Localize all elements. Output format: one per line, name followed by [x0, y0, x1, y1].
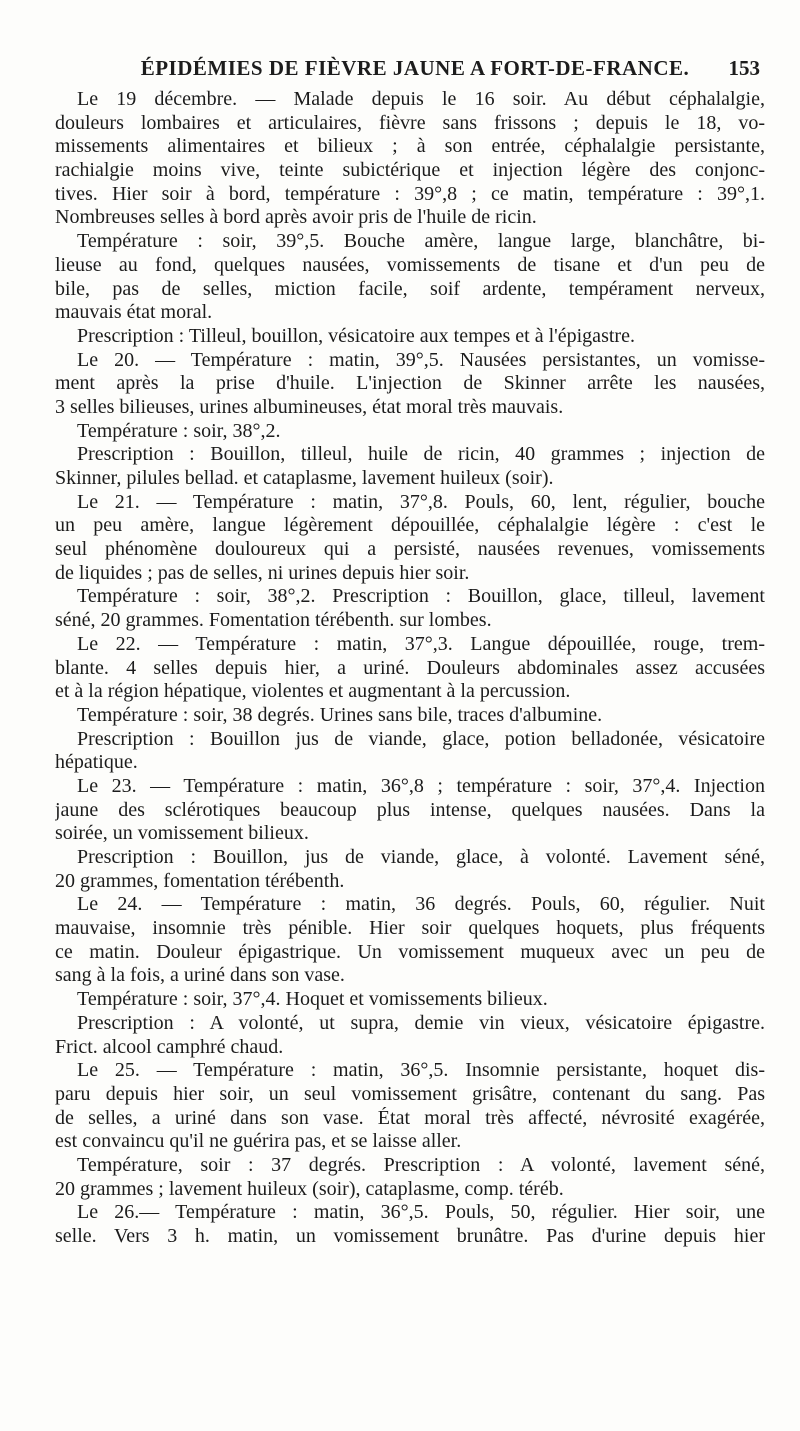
page-number: 153	[728, 56, 760, 80]
text-line: rachialgie moins vive, teinte subictérique et injection légère des conjonc-	[55, 159, 765, 182]
text-line: missements alimentaires et bilieux ; à son entrée, céphalalgie persistante,	[55, 135, 765, 158]
text-line: hépatique.	[55, 751, 138, 774]
text-line: Le 23. — Température : matin, 36°,8 ; température : soir, 37°,4. Injection	[77, 774, 765, 797]
text-line: Nombreuses selles à bord après avoir pris de l'huile de ricin.	[55, 206, 537, 229]
text-line: Skinner, pilules bellad. et cataplasme, lavement huileux (soir).	[55, 467, 554, 489]
text-line: Température : soir, 38°,2.	[77, 419, 281, 442]
text-line: 20 grammes, fomentation térébenth.	[55, 869, 345, 892]
text-line: douleurs lombaires et articulaires, fièvre sans frissons ; depuis le 18, vo-	[55, 111, 765, 134]
text-line: Température : soir, 37°,4. Hoquet et vomissements bilieux.	[77, 988, 548, 1011]
running-head	[60, 56, 770, 88]
text-line: de selles, a uriné dans son vase. État moral très affecté, névrosité exagérée,	[55, 1106, 765, 1129]
text-line: bile, pas de selles, miction facile, soif ardente, tempérament nerveux,	[55, 277, 765, 300]
text-line: Température : soir, 38 degrés. Urines sans bile, traces d'albumine.	[77, 703, 603, 726]
text-line: Prescription : Bouillon, jus de viande, glace, à volonté. Lavement séné,	[77, 846, 765, 868]
text-line: Le 25. — Température : matin, 36°,5. Insomnie persistante, hoquet dis-	[77, 1059, 765, 1082]
text-line: Frict. alcool camphré chaud.	[55, 1035, 284, 1058]
clinical-notes-text	[55, 88, 765, 1249]
text-line: Température : soir, 38°,2. Prescription : Bouillon, glace, tilleul, lavement	[77, 585, 765, 608]
text-line: mauvaise, insomnie très pénible. Hier soir quelques hoquets, plus fréquents	[55, 917, 765, 940]
text-line: Le 22. — Température : matin, 37°,3. Langue dépouillée, rouge, trem-	[77, 632, 765, 655]
text-line: séné, 20 grammes. Fomentation térébenth. sur lombes.	[55, 609, 492, 632]
text-line: Le 19 décembre. — Malade depuis le 16 soir. Au début céphalalgie,	[77, 88, 765, 110]
text-line: ce matin. Douleur épigastrique. Un vomissement muqueux avec un peu de	[55, 940, 765, 963]
text-line: et à la région hépatique, violentes et augmentant à la percussion.	[55, 680, 571, 703]
text-line: Température : soir, 39°,5. Bouche amère, langue large, blanchâtre, bi-	[77, 230, 765, 253]
text-line: selle. Vers 3 h. matin, un vomissement brunâtre. Pas d'urine depuis hier	[55, 1225, 765, 1247]
text-line: lieuse au fond, quelques nausées, vomissements de tisane et d'un peu de	[55, 253, 765, 276]
text-line: Température, soir : 37 degrés. Prescription : A volonté, lavement séné,	[77, 1153, 765, 1176]
text-line: seul phénomène douloureux qui a persisté, nausées revenues, vomissements	[55, 538, 765, 561]
text-line: Le 20. — Température : matin, 39°,5. Nausées persistantes, un vomisse-	[77, 348, 765, 371]
text-line: Prescription : A volonté, ut supra, demie vin vieux, vésicatoire épigastre.	[77, 1011, 765, 1034]
text-line: paru depuis hier soir, un seul vomissement grisâtre, contenant du sang. Pas	[55, 1082, 765, 1105]
text-line: ment après la prise d'huile. L'injection de Skinner arrête les nausées,	[55, 372, 765, 395]
text-line: est convaincu qu'il ne guérira pas, et se laisse aller.	[55, 1130, 462, 1153]
text-line: blante. 4 selles depuis hier, a uriné. Douleurs abdominales assez accusées	[55, 656, 765, 679]
text-line: Prescription : Bouillon, tilleul, huile de ricin, 40 grammes ; injection de	[77, 443, 765, 466]
text-line: tives. Hier soir à bord, température : 39°,8 ; ce matin, température : 39°,1.	[55, 182, 765, 205]
text-line: soirée, un vomissement bilieux.	[55, 822, 309, 845]
text-line: un peu amère, langue légèrement dépouillée, céphalalgie légère : c'est le	[55, 514, 765, 537]
text-line: 3 selles bilieuses, urines albumineuses, état moral très mauvais.	[55, 395, 564, 418]
text-line: Prescription : Bouillon jus de viande, glace, potion belladonée, vésicatoire	[77, 727, 765, 750]
text-line: Le 24. — Température : matin, 36 degrés. Pouls, 60, régulier. Nuit	[77, 893, 765, 916]
text-line: de liquides ; pas de selles, ni urines depuis hier soir.	[55, 561, 470, 584]
running-title: ÉPIDÉMIES DE FIÈVRE JAUNE A FORT-DE-FRANCE.	[140, 56, 690, 80]
text-line: Prescription : Tilleul, bouillon, vésicatoire aux tempes et à l'épigastre.	[77, 324, 635, 347]
text-line: Le 21. — Température : matin, 37°,8. Pouls, 60, lent, régulier, bouche	[77, 490, 765, 513]
text-line: mauvais état moral.	[55, 301, 213, 324]
text-line: Le 26.— Température : matin, 36°,5. Pouls, 50, régulier. Hier soir, une	[77, 1201, 765, 1224]
text-line: 20 grammes ; lavement huileux (soir), cataplasme, comp. téréb.	[55, 1177, 564, 1200]
text-line: jaune des sclérotiques beaucoup plus intense, quelques nausées. Dans la	[55, 798, 765, 821]
text-line: sang à la fois, a uriné dans son vase.	[55, 964, 345, 987]
